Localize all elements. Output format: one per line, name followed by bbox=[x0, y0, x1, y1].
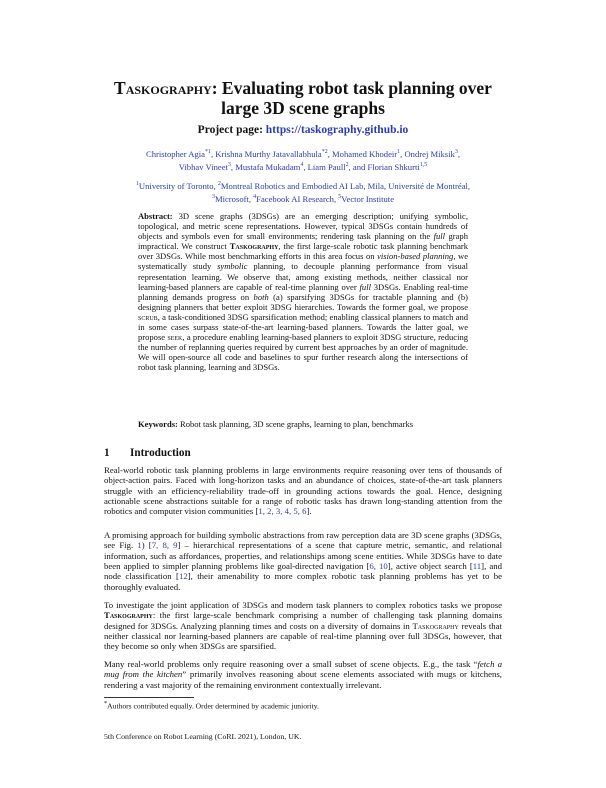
author-sup: 2 bbox=[345, 161, 349, 168]
abstract-text: graph impractical. We construct bbox=[138, 231, 468, 252]
para-text: To investigate the joint application of 3DSGs and modern task planners to complex robotics tasks we propose bbox=[104, 600, 502, 610]
abstract-text: 3DSGs. Enabling real-time planning demands progress on bbox=[138, 281, 468, 302]
paper-title bbox=[60, 78, 546, 118]
keywords bbox=[138, 419, 468, 429]
para-text: ], and node classification [ bbox=[104, 561, 502, 582]
para-text: ]. bbox=[306, 506, 312, 517]
para-text: : the first large-scale benchmark comprising a number of challenging task planning domains designed for 3DSGs. Analyzing planning times and costs on a diversity of domains in bbox=[104, 610, 502, 631]
author[interactable]: Liam Paull bbox=[307, 161, 346, 172]
abstract-text: , we systematically study bbox=[138, 251, 468, 272]
abstract-method-name: seek bbox=[167, 332, 183, 343]
author-sup: *2 bbox=[321, 149, 328, 155]
abstract-emph: full bbox=[433, 231, 446, 242]
para-text: ) [ bbox=[141, 540, 152, 551]
para-text: reveals that neither classical nor learning-based planners are capable of real-time planning over full 3DSGs, however, that they become so only when 3DSGs are sparsified. bbox=[104, 620, 502, 652]
system-name: Taskography bbox=[412, 620, 459, 631]
para-text: ] – hierarchical representations of a scene that capture metric, semantic, and relational information, such as affordances, properties, and relationships among scene entities. While 3DSGs have to date been applied to simpler planning problems like goal-directed navigation [ bbox=[104, 540, 503, 572]
abstract-emph: symbolic bbox=[217, 261, 248, 272]
abstract-system-name: Taskography bbox=[229, 241, 279, 252]
abstract-text: (a) sparsifying 3DSGs for tractable planning and (b) designing planners that better exploit 3DSG hierarchies. Towards the former goal, we propose bbox=[138, 291, 469, 312]
affil-sup: 1 bbox=[135, 181, 139, 187]
affiliation: Montreal Robotics and Embodied AI Lab, Mila, Université de Montréal, bbox=[220, 180, 471, 191]
author[interactable]: Mohamed Khodeir bbox=[332, 148, 398, 159]
author-sup: 1 bbox=[397, 149, 401, 155]
intro-paragraph-1 bbox=[104, 465, 502, 517]
author-list bbox=[95, 147, 511, 173]
citation-link[interactable]: 12 bbox=[178, 571, 188, 582]
project-link[interactable]: https://taskography.github.io bbox=[265, 124, 409, 136]
system-name: Taskography bbox=[104, 610, 153, 621]
keywords-label: Keywords: bbox=[138, 419, 178, 429]
author-line-2: Vibhav Vineet$^3$, Mustafa Mukadam$^4$, Liam Paull$^2$, and Florian Shkurti$^{1,5}$ bbox=[178, 161, 428, 172]
abstract-emph: full bbox=[359, 281, 371, 292]
author-line-1: Christopher Agia$^{*1}$, Krishna Murthy Jatavallabhula$^{*2}$, Mohamed Khodeir$^1$, Ondrej Miksik$^3$, bbox=[146, 148, 460, 159]
footnote-mark: * bbox=[104, 700, 108, 707]
citation-link[interactable]: 1, 2, 3, 4, 5, 6 bbox=[258, 506, 307, 517]
abstract-text: , a procedure enabling learning-based planners to exploit 3DSG structure, reducing the number of replanning queries required by current best approaches by an order of magnitude. We will open-source all code and baselines to spur further research along the intersections of robot task planning, learning and 3DSGs. bbox=[138, 332, 468, 373]
author-sup: 3 bbox=[454, 149, 458, 155]
intro-paragraph-4 bbox=[104, 659, 502, 690]
author-sup: *1 bbox=[204, 149, 211, 155]
author[interactable]: and Florian Shkurti bbox=[352, 161, 420, 172]
author[interactable]: Mustafa Mukadam bbox=[235, 161, 301, 172]
affil-sup: 4 bbox=[253, 193, 257, 200]
conference-line: 5th Conference on Robot Learning (CoRL 2021), London, UK. bbox=[104, 732, 302, 741]
intro-paragraph-2 bbox=[104, 530, 502, 592]
para-text: ], active object search [ bbox=[387, 561, 473, 572]
affiliation: Microsoft, bbox=[214, 193, 254, 204]
citation-link[interactable]: 7, 8, 9 bbox=[151, 540, 178, 551]
author-sup: 1,5 bbox=[419, 161, 428, 168]
author[interactable]: Christopher Agia bbox=[146, 148, 205, 159]
abstract-text: , the first large-scale robotic task planning benchmark over 3DSGs. While most benchmarking efforts in this area focus on bbox=[138, 241, 468, 262]
title-line1-rest: : Evaluating robot task planning over bbox=[211, 78, 492, 98]
affil-sup: 5 bbox=[338, 193, 342, 200]
affiliation: Facebook AI Research, bbox=[256, 193, 339, 204]
author[interactable]: Vibhav Vineet bbox=[178, 161, 228, 172]
affil-sup: 2 bbox=[217, 181, 221, 187]
abstract-emph: vision-based planning bbox=[377, 251, 454, 262]
author-sup: 4 bbox=[300, 161, 304, 168]
abstract-text: , a task-conditioned 3DSG sparsification method; enabling classical planners to match and in some cases surpass state-of-the-art learning-based planners. Towards the latter goal, we propose bbox=[138, 311, 468, 343]
affiliation-line-1 bbox=[95, 179, 511, 192]
abstract-label: Abstract: bbox=[138, 211, 173, 221]
figure-link[interactable]: 1 bbox=[137, 540, 142, 551]
author-sup: 3 bbox=[227, 161, 231, 168]
para-text: ” primarily involves reasoning about scene elements associated with mugs or kitchens, rendering a vast majority of the remaining environment contextually irrelevant. bbox=[104, 669, 502, 690]
para-text: Many real-world problems only require reasoning over a small subset of scene objects. E.g., the task “ bbox=[104, 659, 478, 669]
abstract-text: 3D scene graphs (3DSGs) are an emerging description; unifying symbolic, topological, and metric scene representations. However, typical 3DSGs contain hundreds of objects and symbols even for small environments; rendering task planning on the bbox=[138, 211, 468, 242]
footnote-rule bbox=[104, 697, 194, 698]
quoted-task: fetch a mug from the kitchen bbox=[104, 659, 502, 680]
footnote bbox=[104, 700, 319, 711]
project-label: Project page: bbox=[197, 124, 263, 136]
author[interactable]: Krishna Murthy Jatavallabhula bbox=[215, 148, 322, 159]
abstract-method-name: scrub bbox=[138, 311, 158, 322]
abstract-text: planning, to decouple planning performance from visual representation learning. We observe that, among existing methods, neither classical nor learning-based planners are capable of real-time planning over bbox=[138, 261, 468, 292]
author[interactable]: Ondrej Miksik bbox=[404, 148, 455, 159]
affiliations bbox=[95, 179, 511, 205]
intro-paragraph-3 bbox=[104, 600, 502, 652]
affiliation: University of Toronto, bbox=[138, 180, 218, 191]
project-page-line bbox=[60, 124, 546, 136]
affiliation: Vector Institute bbox=[341, 193, 395, 204]
citation-link[interactable]: 6, 10 bbox=[369, 561, 388, 572]
section-number: 1 bbox=[104, 447, 110, 459]
citation-link[interactable]: 11 bbox=[472, 561, 482, 572]
para-text: ], their amenability to more complex robotic task planning problems has yet to be thoroughly evaluated. bbox=[104, 571, 502, 592]
section-title: Introduction bbox=[130, 447, 191, 459]
affiliation-line-2 bbox=[95, 192, 511, 205]
abstract-emph: both bbox=[253, 291, 269, 302]
affil-sup: 3 bbox=[211, 193, 215, 200]
title-line2: large 3D scene graphs bbox=[221, 98, 385, 118]
para-text: A promising approach for building symbolic abstractions from raw perception data are 3D scene graphs (3DSGs, see Fig. bbox=[104, 530, 502, 551]
title-system-name: Taskography bbox=[114, 78, 212, 98]
keywords-text: Robot task planning, 3D scene graphs, learning to plan, benchmarks bbox=[177, 419, 414, 429]
abstract bbox=[138, 211, 468, 373]
section-heading-introduction bbox=[104, 447, 191, 459]
footnote-text: Authors contributed equally. Order determined by academic juniority. bbox=[107, 701, 319, 711]
para-text: Real-world robotic task planning problems in large environments require reasoning over tens of thousands of object-action pairs. Faced with long-horizon tasks and an abundance of choices, state-of-the-art task planners struggle with an efficiency-reliability trade-off in grounding actions towards the goal. Hence, designing actionable scene abstractions suitable for a range of robotic tasks has drawn long-standing attention from the robotics and computer vision communities [ bbox=[104, 465, 502, 517]
